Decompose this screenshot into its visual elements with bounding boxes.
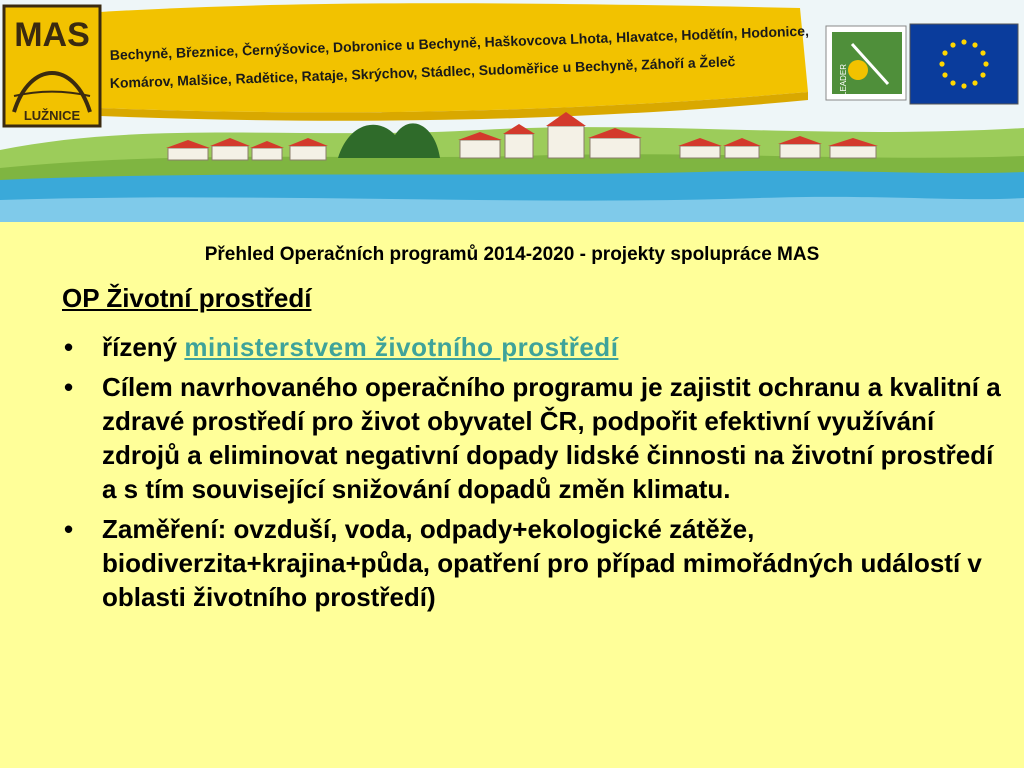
header-banner — [0, 0, 1024, 222]
focus-text: Zaměření: ovzduší, voda, odpady+ekologické zátěže, biodiverzita+krajina+půda, opatření pro případ mimořádných událostí v oblasti životního prostředí) — [102, 514, 982, 612]
eu-flag-logo — [910, 24, 1018, 104]
leader-logo — [826, 26, 906, 100]
bullet-icon: • — [64, 514, 74, 544]
bullet-item-managed-by — [62, 330, 1002, 364]
banner-illustration — [0, 0, 1024, 222]
bullet-list — [62, 330, 1002, 620]
mas-luznice-logo — [4, 6, 100, 126]
svg-text:MAS: MAS — [14, 16, 90, 54]
bullet-icon: • — [64, 332, 74, 362]
villages-line-1: Bechyně, Březnice, Černýšovice, Dobronice u Bechyně, Haškovcova Lhota, Hlavatce, Hodětín, Hodonice, — [109, 22, 810, 63]
managed-by-label: řízený — [102, 332, 178, 362]
bullet-item-focus — [62, 512, 1002, 614]
svg-text:LEADER: LEADER — [839, 63, 848, 96]
goal-text: Cílem navrhovaného operačního programu je zajistit ochranu a kvalitní a zdravé prostředí pro život obyvatel ČR, podpořit efektivní využívání zdrojů a eliminovat negativní dopady lidské činnosti na životní prostředí a s tím související snižování dopadů změn klimatu. — [102, 372, 1001, 504]
bullet-icon: • — [64, 372, 74, 402]
svg-text:LUŽNICE: LUŽNICE — [23, 108, 81, 123]
bullet-item-goal — [62, 370, 1002, 506]
section-heading: OP Životní prostředí — [62, 283, 312, 313]
ministry-link[interactable]: ministerstvem životního prostředí — [184, 332, 619, 362]
villages-line-2: Komárov, Malšice, Radětice, Rataje, Skrýchov, Stádlec, Sudoměřice u Bechyně, Záhoří a Želeč — [109, 53, 736, 91]
slide-subtitle: Přehled Operačních programů 2014-2020 - projekty spolupráce MAS — [204, 244, 820, 265]
